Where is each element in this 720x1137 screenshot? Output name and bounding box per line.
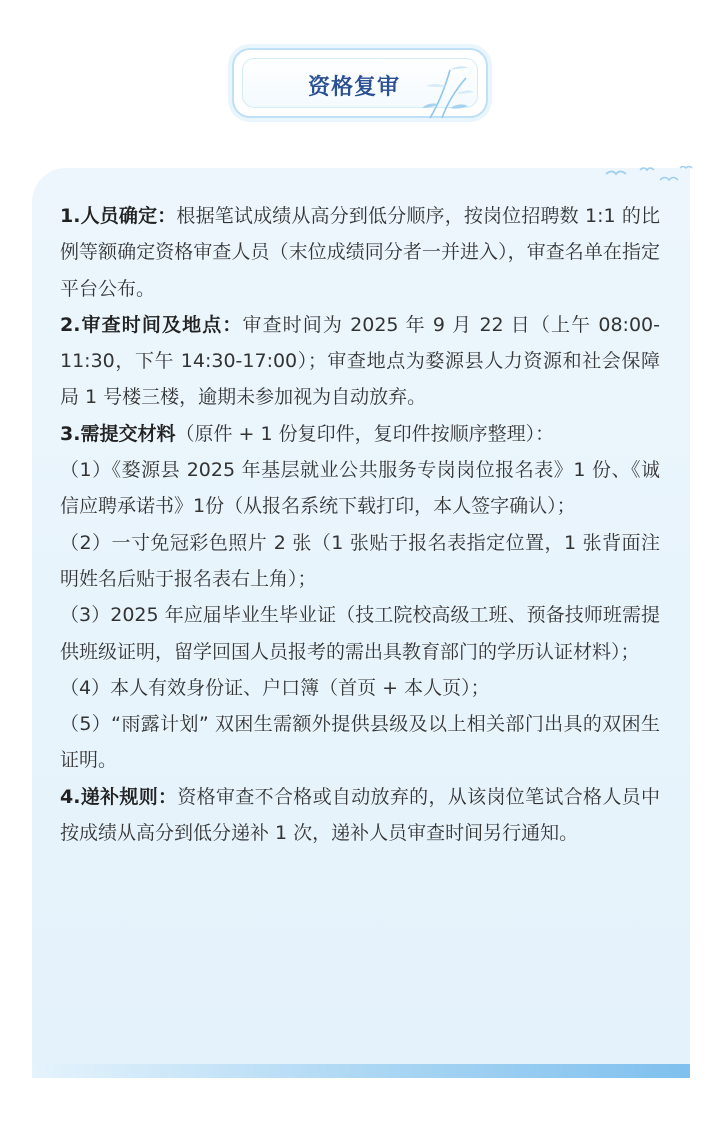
material-item: （4）本人有效身份证、户口簿（首页 + 本人页）； [60, 676, 490, 699]
section-title: 资格复审 [307, 75, 400, 100]
section-text: 审查时间为 2025 年 9 月 22 日（上午 08:00-11:30，下午 14:30-17:00）；审查地点为婺源县人力资源和社会保障局 1 号楼三楼，逾期未参加视为自动放弃。 [60, 313, 660, 409]
section-text: 根据笔试成绩从高分到低分顺序，按岗位招聘数 1:1 的比例等额确定资格审查人员（末位成绩同分者一并进入），审查名单在指定平台公布。 [60, 205, 660, 300]
section-materials [60, 416, 660, 452]
section-backfill-rule [60, 779, 660, 852]
material-item: （2）一寸免冠彩色照片 2 张（1 张贴于报名表指定位置，1 张背面注明姓名后贴于报名表右上角）； [60, 531, 660, 590]
material-item: （3）2025 年应届毕业生毕业证（技工院校高级工班、预备技师班需提供班级证明，留学回国人员报考的需出具教育部门的学历认证材料）； [60, 604, 660, 663]
content-body [60, 198, 660, 851]
title-frame [232, 48, 488, 118]
card-bottom-stripe [32, 1064, 690, 1078]
section-heading: 3.需提交材料 [60, 422, 176, 445]
section-heading: 1.人员确定： [60, 205, 177, 227]
material-item: （5）“雨露计划” 双困生需额外提供县级及以上相关部门出具的双困生证明。 [60, 713, 660, 772]
section-text: 资格审查不合格或自动放弃的，从该岗位笔试合格人员中按成绩从高分到低分递补 1 次，递补人员审查时间另行通知。 [60, 785, 660, 845]
birds-icon [600, 160, 696, 192]
section-heading: 4.递补规则： [60, 785, 178, 808]
material-item: （1）《婺源县 2025 年基层就业公共服务专岗岗位报名表》1 份、《诚信应聘承诺书》1份（从报名系统下载打印，本人签字确认）； [60, 459, 660, 518]
section-time-place [60, 307, 660, 416]
section-title-banner [232, 48, 488, 118]
section-heading: 2.审查时间及地点： [60, 313, 243, 336]
section-text: （原件 + 1 份复印件，复印件按顺序整理）： [175, 422, 555, 445]
reed-icon [420, 58, 476, 120]
section-personnel [60, 198, 660, 307]
